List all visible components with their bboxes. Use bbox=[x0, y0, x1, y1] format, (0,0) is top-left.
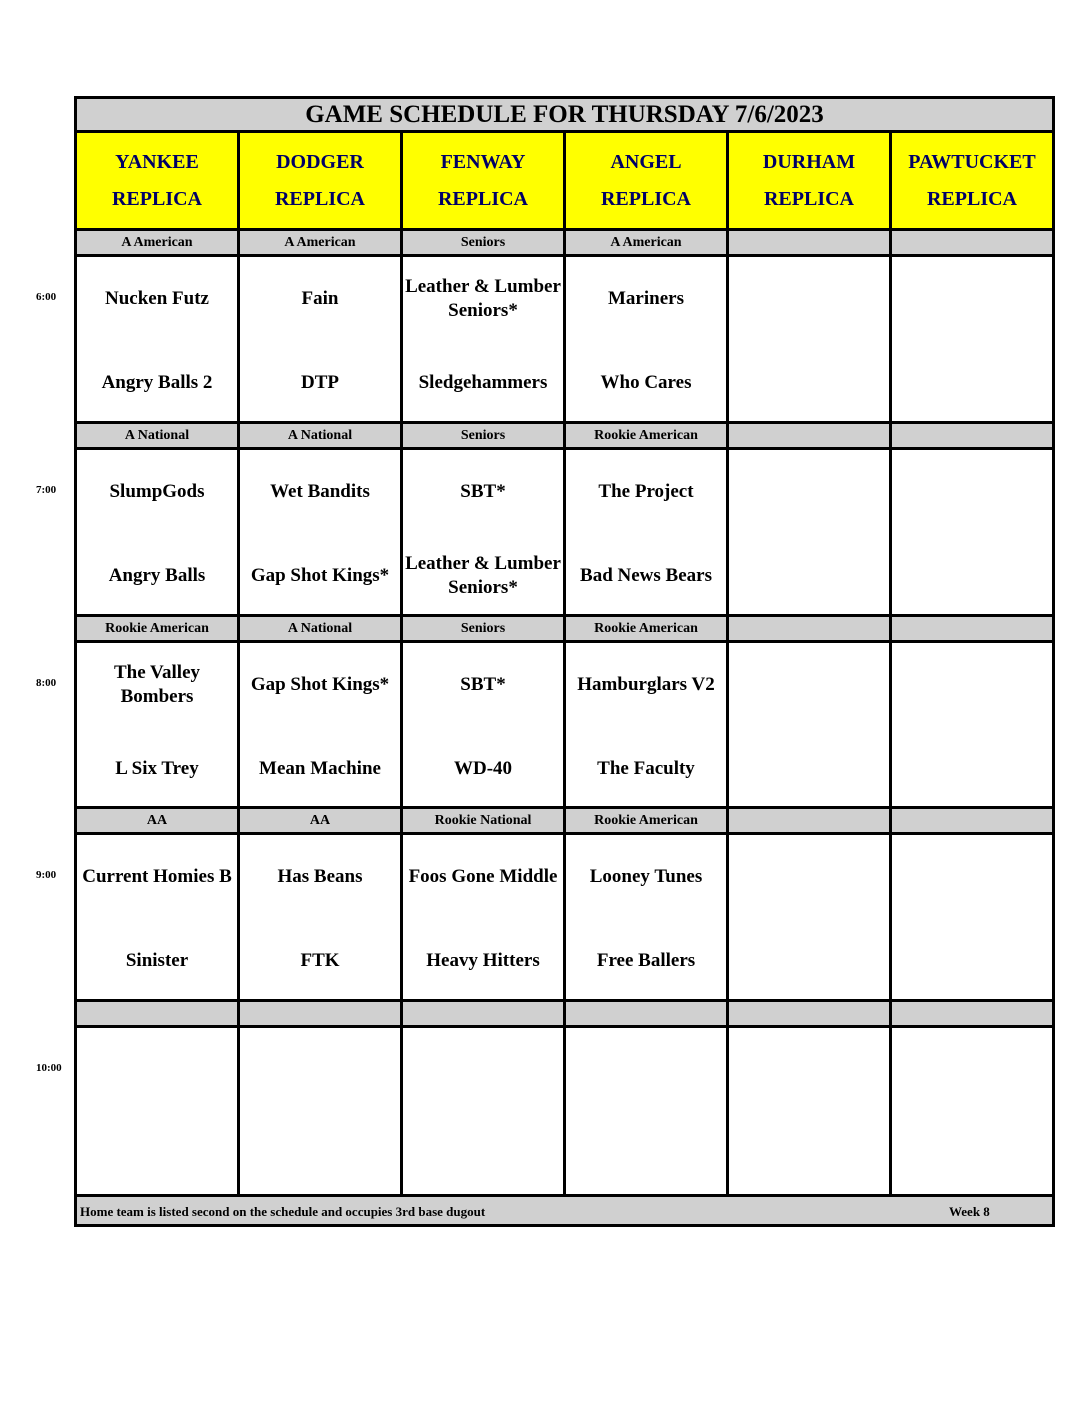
league-label: A American bbox=[240, 231, 400, 254]
away-team bbox=[403, 257, 563, 341]
time-label: 8:00 bbox=[36, 677, 57, 689]
home-team bbox=[566, 1112, 726, 1196]
league-label: Rookie American bbox=[77, 617, 237, 640]
league-label bbox=[892, 231, 1052, 254]
home-team bbox=[729, 919, 889, 1003]
away-team bbox=[240, 1028, 400, 1112]
away-team bbox=[77, 1028, 237, 1112]
league-label bbox=[77, 1002, 237, 1025]
page-title: GAME SCHEDULE FOR THURSDAY 7/6/2023 bbox=[77, 99, 1052, 133]
away-team bbox=[403, 835, 563, 919]
home-team bbox=[566, 341, 726, 425]
home-team bbox=[892, 534, 1052, 618]
home-team bbox=[240, 919, 400, 1003]
home-team bbox=[240, 727, 400, 811]
field-name: DODGER bbox=[276, 150, 364, 173]
league-label bbox=[892, 809, 1052, 832]
away-team bbox=[566, 643, 726, 727]
league-label: Rookie American bbox=[566, 424, 726, 447]
home-team-name: WD-40 bbox=[453, 758, 513, 779]
league-label bbox=[892, 1002, 1052, 1025]
away-team bbox=[240, 835, 400, 919]
field-header bbox=[566, 133, 726, 231]
league-label bbox=[729, 617, 889, 640]
home-team-name: Leather & Lumber Seniors* bbox=[405, 553, 561, 598]
league-label bbox=[892, 617, 1052, 640]
home-team-name: Sinister bbox=[125, 950, 189, 971]
league-label: A National bbox=[240, 617, 400, 640]
away-team bbox=[240, 257, 400, 341]
footer-note: Home team is listed second on the schedule and occupies 3rd base dugout bbox=[80, 1204, 486, 1219]
league-label: Seniors bbox=[403, 424, 563, 447]
home-team-name: Sledgehammers bbox=[418, 372, 548, 393]
field-name: DURHAM bbox=[762, 150, 856, 173]
away-team bbox=[240, 450, 400, 534]
home-team-name: DTP bbox=[301, 372, 339, 393]
field-header bbox=[403, 133, 563, 231]
field-name: FENWAY bbox=[440, 150, 526, 173]
home-team bbox=[892, 727, 1052, 811]
schedule-table bbox=[74, 96, 1055, 1227]
field-header bbox=[729, 133, 889, 231]
home-team-name: Heavy Hitters bbox=[426, 950, 540, 971]
home-team bbox=[729, 727, 889, 811]
home-team bbox=[403, 1112, 563, 1196]
away-team-name: Wet Bandits bbox=[270, 481, 370, 502]
field-subtitle: REPLICA bbox=[274, 187, 365, 210]
league-label: A American bbox=[566, 231, 726, 254]
home-team-name: Angry Balls bbox=[108, 565, 206, 586]
away-team-name: The Project bbox=[598, 481, 694, 502]
home-team bbox=[403, 727, 563, 811]
away-team bbox=[729, 450, 889, 534]
home-team bbox=[403, 341, 563, 425]
away-team-name: Has Beans bbox=[277, 866, 363, 887]
away-team bbox=[729, 835, 889, 919]
field-header bbox=[240, 133, 400, 231]
away-team bbox=[892, 643, 1052, 727]
away-team bbox=[566, 450, 726, 534]
away-team bbox=[566, 1028, 726, 1112]
away-team bbox=[77, 257, 237, 341]
home-team bbox=[77, 534, 237, 618]
away-team bbox=[892, 1028, 1052, 1112]
away-team-name: SBT* bbox=[460, 674, 506, 695]
league-label bbox=[403, 1002, 563, 1025]
home-team bbox=[77, 727, 237, 811]
field-name: YANKEE bbox=[115, 150, 199, 173]
home-team-name: FTK bbox=[300, 950, 340, 971]
away-team bbox=[729, 643, 889, 727]
home-team bbox=[240, 341, 400, 425]
field-subtitle: REPLICA bbox=[437, 187, 528, 210]
league-label bbox=[892, 424, 1052, 447]
league-label: Seniors bbox=[403, 617, 563, 640]
away-team bbox=[566, 835, 726, 919]
footer-bar bbox=[77, 1194, 1052, 1224]
home-team-name: Mean Machine bbox=[259, 758, 381, 779]
away-team bbox=[892, 257, 1052, 341]
home-team bbox=[240, 1112, 400, 1196]
league-label bbox=[240, 1002, 400, 1025]
field-subtitle: REPLICA bbox=[763, 187, 854, 210]
league-label: Rookie American bbox=[566, 809, 726, 832]
time-label: 9:00 bbox=[36, 869, 57, 881]
field-subtitle: REPLICA bbox=[111, 187, 202, 210]
away-team-name: Hamburglars V2 bbox=[577, 674, 715, 695]
away-team-name: Mariners bbox=[608, 288, 684, 309]
away-team-name: Leather & Lumber Seniors* bbox=[405, 276, 561, 321]
field-name: PAWTUCKET bbox=[908, 150, 1036, 173]
home-team bbox=[77, 341, 237, 425]
home-team bbox=[77, 1112, 237, 1196]
time-label: 10:00 bbox=[36, 1062, 62, 1074]
away-team bbox=[566, 257, 726, 341]
field-header bbox=[77, 133, 237, 231]
away-team bbox=[77, 450, 237, 534]
home-team-name: Gap Shot Kings* bbox=[250, 565, 390, 586]
away-team bbox=[77, 643, 237, 727]
league-label: Rookie American bbox=[566, 617, 726, 640]
home-team-name: Who Cares bbox=[600, 372, 692, 393]
away-team bbox=[892, 450, 1052, 534]
away-team-name: Gap Shot Kings* bbox=[250, 674, 390, 695]
field-subtitle: REPLICA bbox=[926, 187, 1017, 210]
field-subtitle: REPLICA bbox=[600, 187, 691, 210]
time-label: 6:00 bbox=[36, 291, 57, 303]
home-team bbox=[566, 534, 726, 618]
away-team-name: Current Homies B bbox=[82, 866, 232, 887]
field-name: ANGEL bbox=[610, 150, 682, 173]
home-team bbox=[729, 534, 889, 618]
away-team-name: Nucken Futz bbox=[105, 288, 209, 309]
league-label: A National bbox=[77, 424, 237, 447]
league-label: AA bbox=[240, 809, 400, 832]
away-team bbox=[403, 450, 563, 534]
home-team bbox=[566, 919, 726, 1003]
time-label: 7:00 bbox=[36, 484, 57, 496]
league-label bbox=[729, 809, 889, 832]
home-team bbox=[729, 341, 889, 425]
home-team-name: The Faculty bbox=[597, 758, 695, 779]
away-team-name: SBT* bbox=[460, 481, 506, 502]
away-team bbox=[729, 257, 889, 341]
away-team-name: SlumpGods bbox=[109, 481, 205, 502]
home-team bbox=[892, 341, 1052, 425]
league-label bbox=[566, 1002, 726, 1025]
away-team bbox=[729, 1028, 889, 1112]
home-team-name: Bad News Bears bbox=[580, 565, 712, 586]
away-team-name: Foos Gone Middle bbox=[408, 866, 558, 887]
home-team-name: L Six Trey bbox=[115, 758, 199, 779]
home-team bbox=[77, 919, 237, 1003]
home-team-name: Free Ballers bbox=[596, 950, 696, 971]
home-team bbox=[566, 727, 726, 811]
league-label: Seniors bbox=[403, 231, 563, 254]
home-team bbox=[403, 919, 563, 1003]
away-team bbox=[403, 1028, 563, 1112]
field-header bbox=[892, 133, 1052, 231]
home-team bbox=[892, 1112, 1052, 1196]
week-label: Week 8 bbox=[949, 1204, 990, 1219]
away-team-name: The Valley Bombers bbox=[113, 662, 201, 707]
league-label: AA bbox=[77, 809, 237, 832]
away-team bbox=[403, 643, 563, 727]
away-team bbox=[240, 643, 400, 727]
away-team-name: Fain bbox=[301, 288, 339, 309]
league-label bbox=[729, 231, 889, 254]
league-label: Rookie National bbox=[403, 809, 563, 832]
home-team bbox=[729, 1112, 889, 1196]
away-team bbox=[892, 835, 1052, 919]
home-team bbox=[892, 919, 1052, 1003]
home-team bbox=[403, 534, 563, 618]
home-team bbox=[240, 534, 400, 618]
league-label bbox=[729, 1002, 889, 1025]
league-label bbox=[729, 424, 889, 447]
league-label: A National bbox=[240, 424, 400, 447]
home-team-name: Angry Balls 2 bbox=[101, 372, 213, 393]
league-label: A American bbox=[77, 231, 237, 254]
away-team-name: Looney Tunes bbox=[589, 866, 703, 887]
away-team bbox=[77, 835, 237, 919]
